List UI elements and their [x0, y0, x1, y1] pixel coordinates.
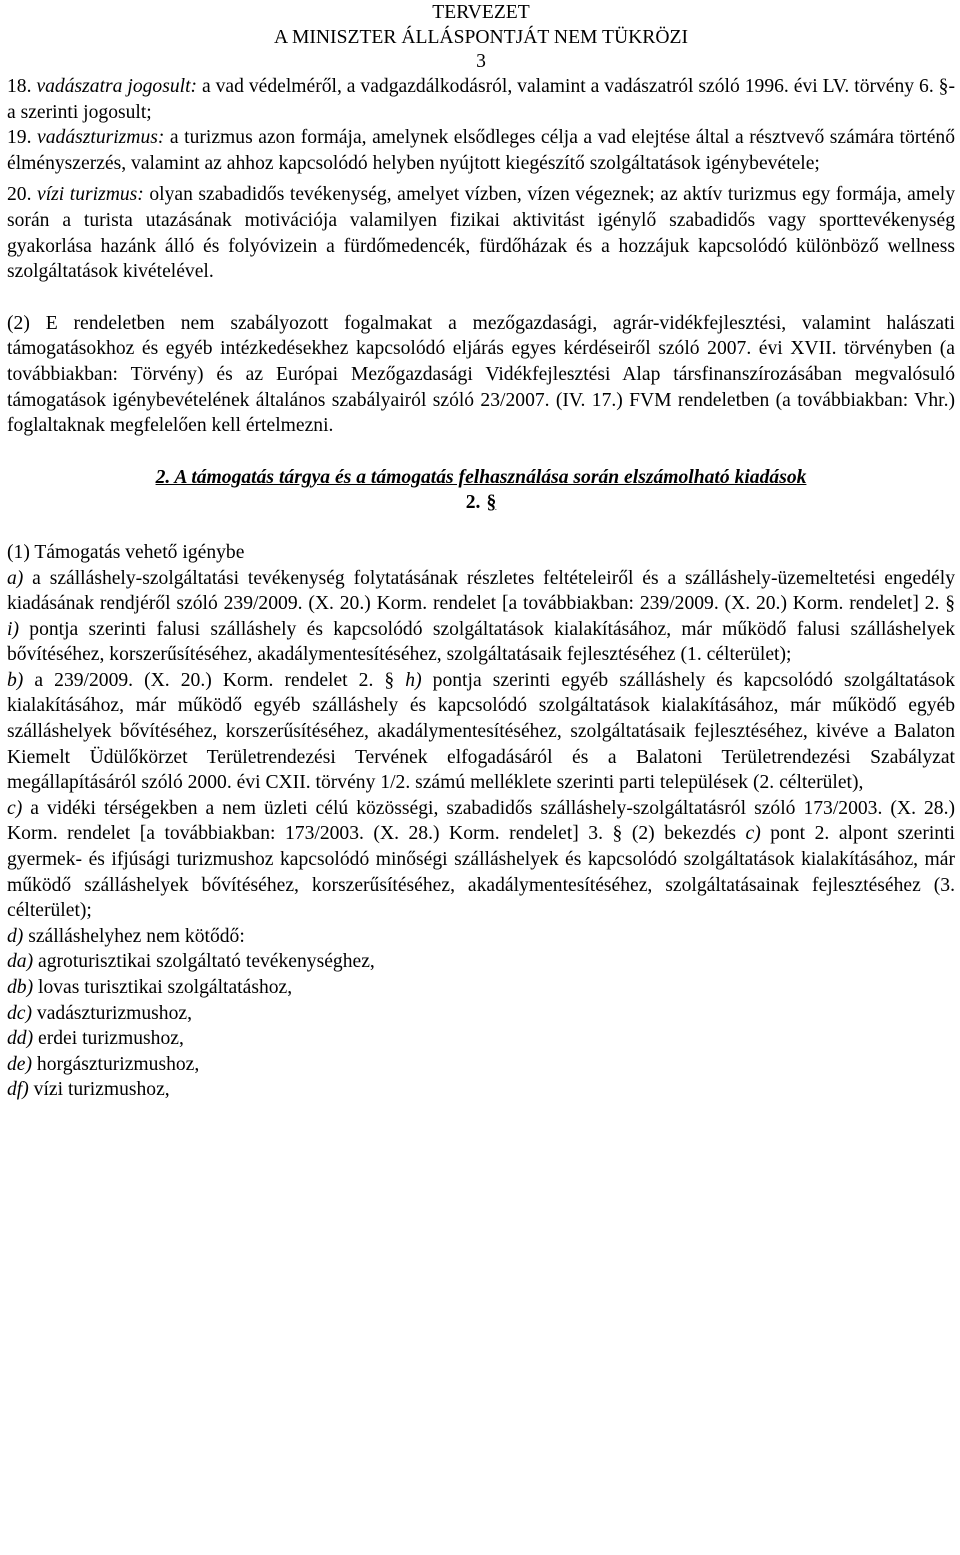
subpoint-label: dd)	[7, 1028, 34, 1050]
point-a	[7, 566, 955, 668]
point-label: d)	[7, 925, 24, 947]
spacer	[7, 516, 955, 540]
point-label: b)	[7, 669, 24, 691]
subpoint-text: vadászturizmushoz,	[32, 1002, 192, 1024]
section-title: 2. A támogatás tárgya és a támogatás felhasználása során elszámolható kiadások	[155, 466, 807, 488]
subpoint-dc	[7, 1001, 955, 1027]
support-intro: (1) Támogatás vehető igénybe	[7, 541, 245, 563]
section-number	[7, 490, 955, 516]
paragraph-2: (2) E rendeletben nem szabályozott fogalmakat a mezőgazdasági, agrár-vidékfejlesztési, valamint halászati támogatásokhoz és egyéb intézkedésekhez kapcsolódó eljárás egyes kérdéseiről szóló 2007. évi XVII. törvényben (a továbbiakban: Törvény) és az Európai Mezőgazdasági Vidékfejlesztési Alap társfinanszírozásában megvalósuló támogatások igénybevételének általános szabályairól szóló 23/2007. (IV. 17.) FVM rendeletben (a továbbiakban: Vhr.) foglaltaknak megfelelően kell értelmezni.	[7, 312, 955, 437]
section-symbol: §	[486, 492, 497, 514]
subpoint-df	[7, 1077, 955, 1103]
definition-term: vadászturizmus:	[37, 127, 165, 149]
point-reference: c)	[745, 823, 761, 845]
point-d	[7, 924, 955, 950]
subpoint-label: dc)	[7, 1002, 33, 1024]
point-reference: h)	[405, 669, 422, 691]
definition-text: a turizmus azon formája, amelynek elsődleges célja a vad elejtése által a résztvevő számára történő élményszerzés, valamint az ahhoz kapcsolódó helyben nyújtott kiegészítő szolgáltatások igénybevétele;	[7, 127, 955, 174]
definition-number: 20.	[7, 184, 32, 206]
definition-number: 18.	[7, 76, 32, 97]
subpoint-dd	[7, 1026, 955, 1052]
subpoint-de	[7, 1052, 955, 1078]
subpoint-text: agroturisztikai szolgáltató tevékenységhez,	[33, 951, 375, 973]
draft-label: TERVEZET	[432, 2, 530, 23]
definition-20	[7, 182, 955, 284]
point-text: a vidéki térségekben a nem üzleti célú közösségi, szabadidős szálláshely-szolgáltatásról szóló 173/2003. (X. 28.) Korm. rendelet [a továbbiakban: 173/2003. (X. 28.) Korm. rendelet] 3. § (2) bekezdés	[7, 797, 955, 845]
point-text: pontja szerinti falusi szálláshely és kapcsolódó szolgáltatások kialakításához, már működő falusi szálláshelyek bővítéséhez, korszerűsítéséhez, akadálymentesítéséhez, szolgáltatásaik fejlesztéséhez (1. célterület);	[7, 618, 955, 666]
definition-text: olyan szabadidős tevékenység, amelyet vízben, vízen végeznek; az aktív turizmus egy formája, amely során a turista utazásának motivációja valamilyen fizikai aktivitást igénylő szabadidős vagy sporttevékenység gyakorlása hazánk álló és folyóvizein a fürdőmedencék, fürdőházak és a hozzájuk kapcsolódó különböző wellness szolgáltatások kivételével.	[7, 184, 956, 283]
definition-text: a vad védelméről, a vadgazdálkodásról, valamint a vadászatról szóló 1996. évi LV. törvény 6. §-a szerinti jogosult;	[7, 76, 955, 123]
point-text: a szálláshely-szolgáltatási tevékenység folytatásának részletes feltételeiről és a szálláshely-üzemeltetési engedély kiadásának rendjéről szóló 239/2009. (X. 20.) Korm. rendelet [a továbbiakban: 239/2009. (X. 20.) Korm. rendelet] 2. §	[7, 567, 955, 615]
subpoint-label: df)	[7, 1079, 29, 1101]
page-number: 3	[476, 51, 486, 72]
point-reference: i)	[7, 618, 19, 640]
point-text: pont 2. alpont szerinti gyermek- és ifjúsági turizmushoz kapcsolódó minőségi szálláshelyek és kapcsolódó szolgáltatások kialakításához, már működő szálláshelyek bővítéséhez, korszerűsítéséhez, akadálymentesítéséhez, szolgáltatásainak fejlesztéséhez (3. célterület);	[7, 823, 955, 922]
subpoint-db	[7, 975, 955, 1001]
definition-term: vízi turizmus:	[37, 184, 144, 206]
definition-term: vadászatra jogosult:	[36, 76, 198, 97]
subpoint-text: vízi turizmushoz,	[28, 1079, 170, 1101]
section-number-value: 2.	[465, 492, 481, 514]
subpoint-label: db)	[7, 977, 34, 998]
subpoint-text: horgászturizmushoz,	[32, 1053, 200, 1075]
document-header	[7, 0, 955, 74]
spacer	[7, 285, 955, 311]
definition-19	[7, 125, 955, 176]
point-label: c)	[7, 797, 23, 819]
point-c	[7, 796, 955, 924]
point-label: a)	[7, 567, 24, 589]
point-text: pontja szerinti egyéb szálláshely és kapcsolódó szolgáltatások kialakításához, már működő egyéb szálláshely és kapcsolódó szolgáltatások kialakításához, már működő egyéb szálláshelyek bővítéséhez, korszerűsítéséhez, akadálymentesítéséhez, szolgáltatásaik fejlesztéséhez, kivéve a Balaton Kiemelt Üdülőkörzet Területrendezési Tervének elfogadásáról és a Balatoni Területrendezési Szabályzat megállapításáról szóló 2000. évi CXII. törvény 1/2. számú melléklete szerinti parti települések (2. célterület),	[7, 669, 955, 794]
point-text: szálláshelyhez nem kötődő:	[23, 925, 245, 947]
subpoint-text: erdei turizmushoz,	[33, 1028, 184, 1050]
point-b	[7, 668, 955, 796]
definition-18	[7, 74, 955, 125]
subpoint-label: de)	[7, 1053, 33, 1075]
document-page	[7, 0, 955, 1103]
subpoint-da	[7, 949, 955, 975]
spacer	[7, 439, 955, 465]
disclaimer-label: A MINISZTER ÁLLÁSPONTJÁT NEM TÜKRÖZI	[273, 27, 688, 48]
definition-number: 19.	[7, 127, 32, 149]
point-text: a 239/2009. (X. 20.) Korm. rendelet 2. §	[23, 669, 406, 691]
subpoint-text: lovas turisztikai szolgáltatáshoz,	[33, 977, 293, 998]
subpoint-label: da)	[7, 951, 34, 973]
